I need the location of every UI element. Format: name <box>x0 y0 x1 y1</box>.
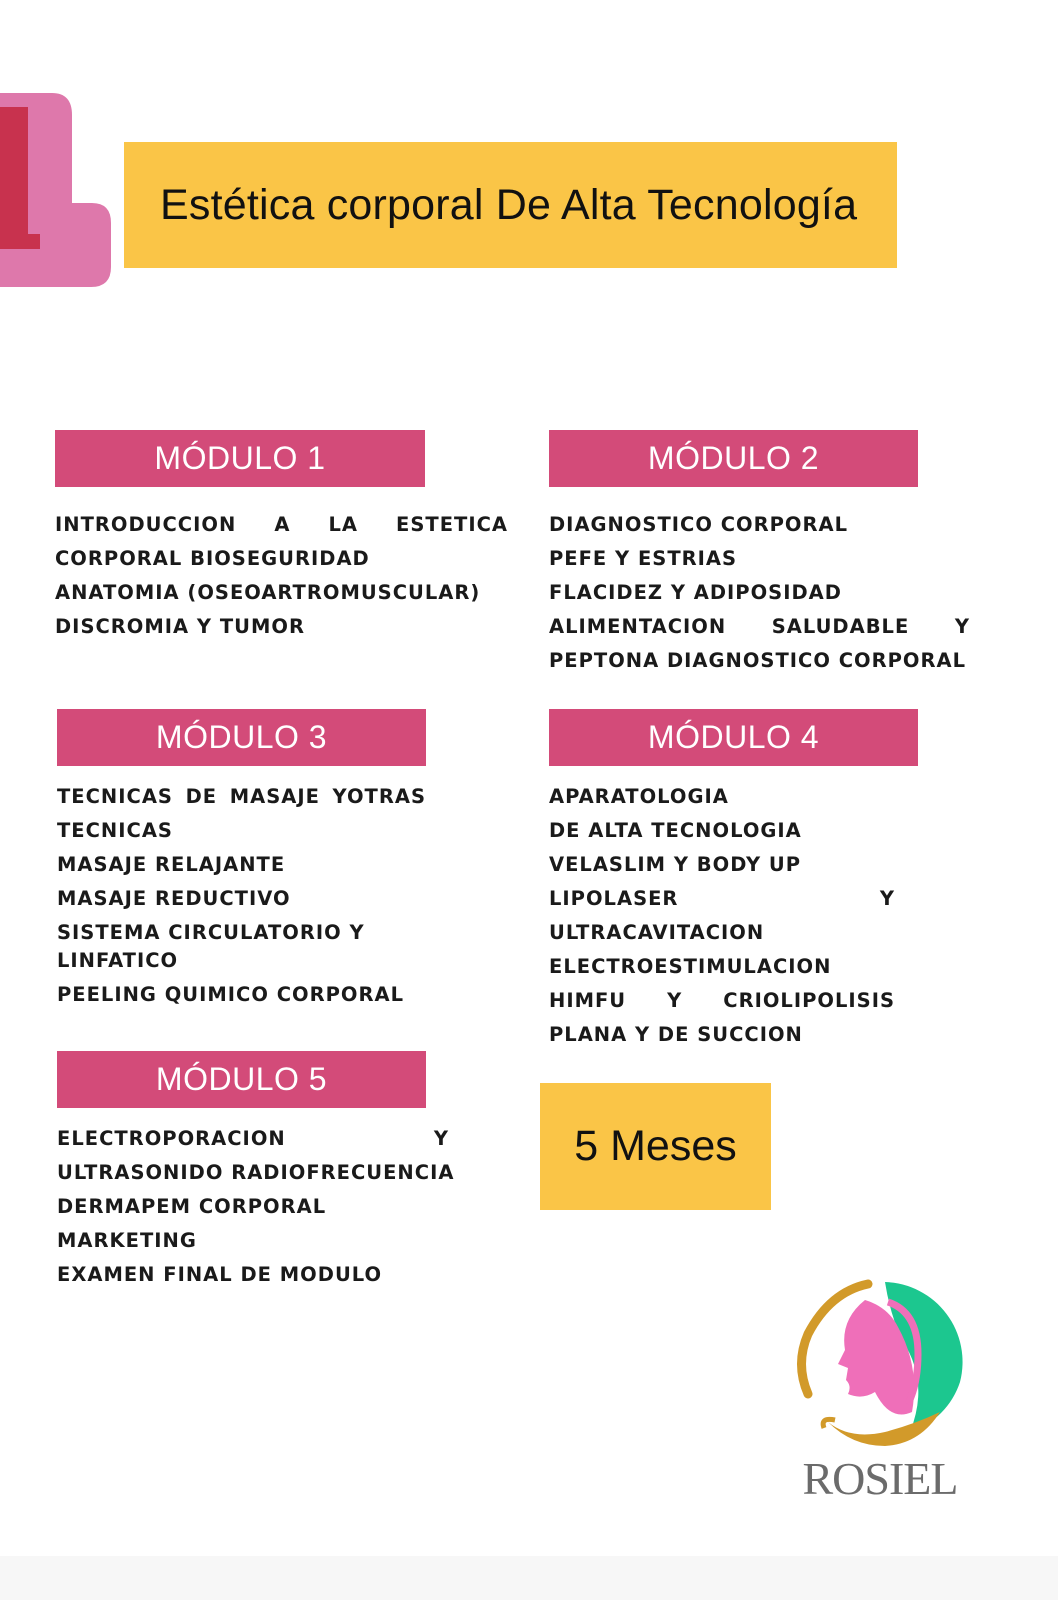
module-1-line <box>55 542 508 576</box>
module-2-line <box>549 610 970 644</box>
module-line-word: DERMAPEM CORPORAL <box>57 1195 327 1218</box>
module-5-body <box>57 1122 455 1292</box>
module-line-word: FLACIDEZ Y ADIPOSIDAD <box>549 581 842 604</box>
module-3-line <box>57 950 426 972</box>
module-line-word: ULTRASONIDO RADIOFRECUENCIA <box>57 1161 455 1184</box>
module-line-word: ALIMENTACION <box>549 615 727 638</box>
module-line-word: DISCROMIA Y TUMOR <box>55 615 305 638</box>
module-4-line <box>549 814 895 848</box>
module-line-word: EXAMEN FINAL DE MODULO <box>57 1263 383 1286</box>
module-line-word: ANATOMIA (OSEOARTROMUSCULAR) <box>55 581 481 604</box>
module-line-word: DE <box>185 785 218 808</box>
module-1-line <box>55 508 508 542</box>
page-title: Estética corporal De Alta Tecnología <box>160 180 858 229</box>
module-2-line <box>549 644 970 678</box>
module-line-word: PEELING QUIMICO CORPORAL <box>57 983 405 1006</box>
module-4-line <box>549 1018 895 1052</box>
module-5-line <box>57 1156 455 1190</box>
module-line-word: ESTETICA <box>396 513 508 536</box>
module-line-word: TECNICAS <box>57 819 173 842</box>
module-line-word: CRIOLIPOLISIS <box>723 989 895 1012</box>
module-line-word: TECNICAS <box>57 785 173 808</box>
module-line-word: Y <box>879 887 895 910</box>
module-5-line <box>57 1190 449 1224</box>
module-5-line <box>57 1122 449 1156</box>
module-5-header: MÓDULO 5 <box>57 1051 426 1108</box>
module-3-header: MÓDULO 3 <box>57 709 426 766</box>
module-line-word: CORPORAL BIOSEGURIDAD <box>55 547 370 570</box>
module-line-word: Y <box>433 1127 449 1150</box>
module-3-line <box>57 780 426 814</box>
module-4-line <box>549 780 895 814</box>
module-3-line <box>57 814 426 848</box>
module-3 <box>57 709 426 1012</box>
module-line-word: Y <box>667 989 683 1012</box>
module-line-word: PEFE Y ESTRIAS <box>549 547 738 570</box>
module-2-line <box>549 576 970 610</box>
module-2 <box>549 430 970 678</box>
module-1-line <box>55 610 508 644</box>
module-line-word: LA <box>328 513 358 536</box>
title-banner <box>124 142 897 268</box>
module-line-word: INTRODUCCION <box>55 513 237 536</box>
module-4-line <box>549 984 895 1018</box>
footer-strip <box>0 1556 1058 1600</box>
module-line-word: SISTEMA CIRCULATORIO Y <box>57 921 365 944</box>
module-3-line <box>57 848 426 882</box>
logo-text: ROSIEL <box>802 1453 958 1504</box>
module-2-header: MÓDULO 2 <box>549 430 918 487</box>
module-line-word: DIAGNOSTICO CORPORAL <box>549 513 849 536</box>
module-4-line <box>549 916 895 950</box>
module-1 <box>55 430 508 644</box>
module-4-body <box>549 780 895 1052</box>
module-5-line <box>57 1224 449 1258</box>
module-line-word: ELECTROPORACION <box>57 1127 286 1150</box>
module-line-word: MARKETING <box>57 1229 197 1252</box>
module-line-word: PLANA Y DE SUCCION <box>549 1023 803 1046</box>
duration-box: 5 Meses <box>540 1083 771 1210</box>
module-line-word: Y <box>954 615 970 638</box>
module-5 <box>57 1051 455 1292</box>
module-4-line <box>549 848 895 882</box>
module-2-line <box>549 542 970 576</box>
module-line-word: A <box>274 513 291 536</box>
module-line-word: ELECTROESTIMULACION <box>549 955 832 978</box>
module-line-word: VELASLIM Y BODY UP <box>549 853 801 876</box>
module-1-line <box>55 576 508 610</box>
module-line-word: LIPOLASER <box>549 887 679 910</box>
module-line-word: YOTRAS <box>332 785 426 808</box>
module-3-body <box>57 780 426 1012</box>
module-line-word: ULTRACAVITACION <box>549 921 765 944</box>
module-line-word: PEPTONA DIAGNOSTICO CORPORAL <box>549 649 967 672</box>
module-line-word: HIMFU <box>549 989 627 1012</box>
module-line-word: MASAJE RELAJANTE <box>57 853 286 876</box>
module-4-line <box>549 882 895 916</box>
module-5-line <box>57 1258 449 1292</box>
module-4-header: MÓDULO 4 <box>549 709 918 766</box>
module-2-body <box>549 508 970 678</box>
module-line-word: APARATOLOGIA <box>549 785 729 808</box>
module-1-header: MÓDULO 1 <box>55 430 425 487</box>
module-line-word: LINFATICO <box>57 949 179 972</box>
module-3-line <box>57 978 426 1012</box>
module-4-line <box>549 950 895 984</box>
module-line-word: SALUDABLE <box>771 615 910 638</box>
module-1-body <box>55 508 508 644</box>
module-line-word: MASAJE <box>229 785 320 808</box>
module-3-line <box>57 882 426 916</box>
module-3-line <box>57 922 426 944</box>
module-line-word: MASAJE REDUCTIVO <box>57 887 291 910</box>
module-2-line <box>549 508 970 542</box>
module-4 <box>549 709 895 1052</box>
module-line-word: DE ALTA TECNOLOGIA <box>549 819 802 842</box>
section-number-badge <box>0 93 111 287</box>
